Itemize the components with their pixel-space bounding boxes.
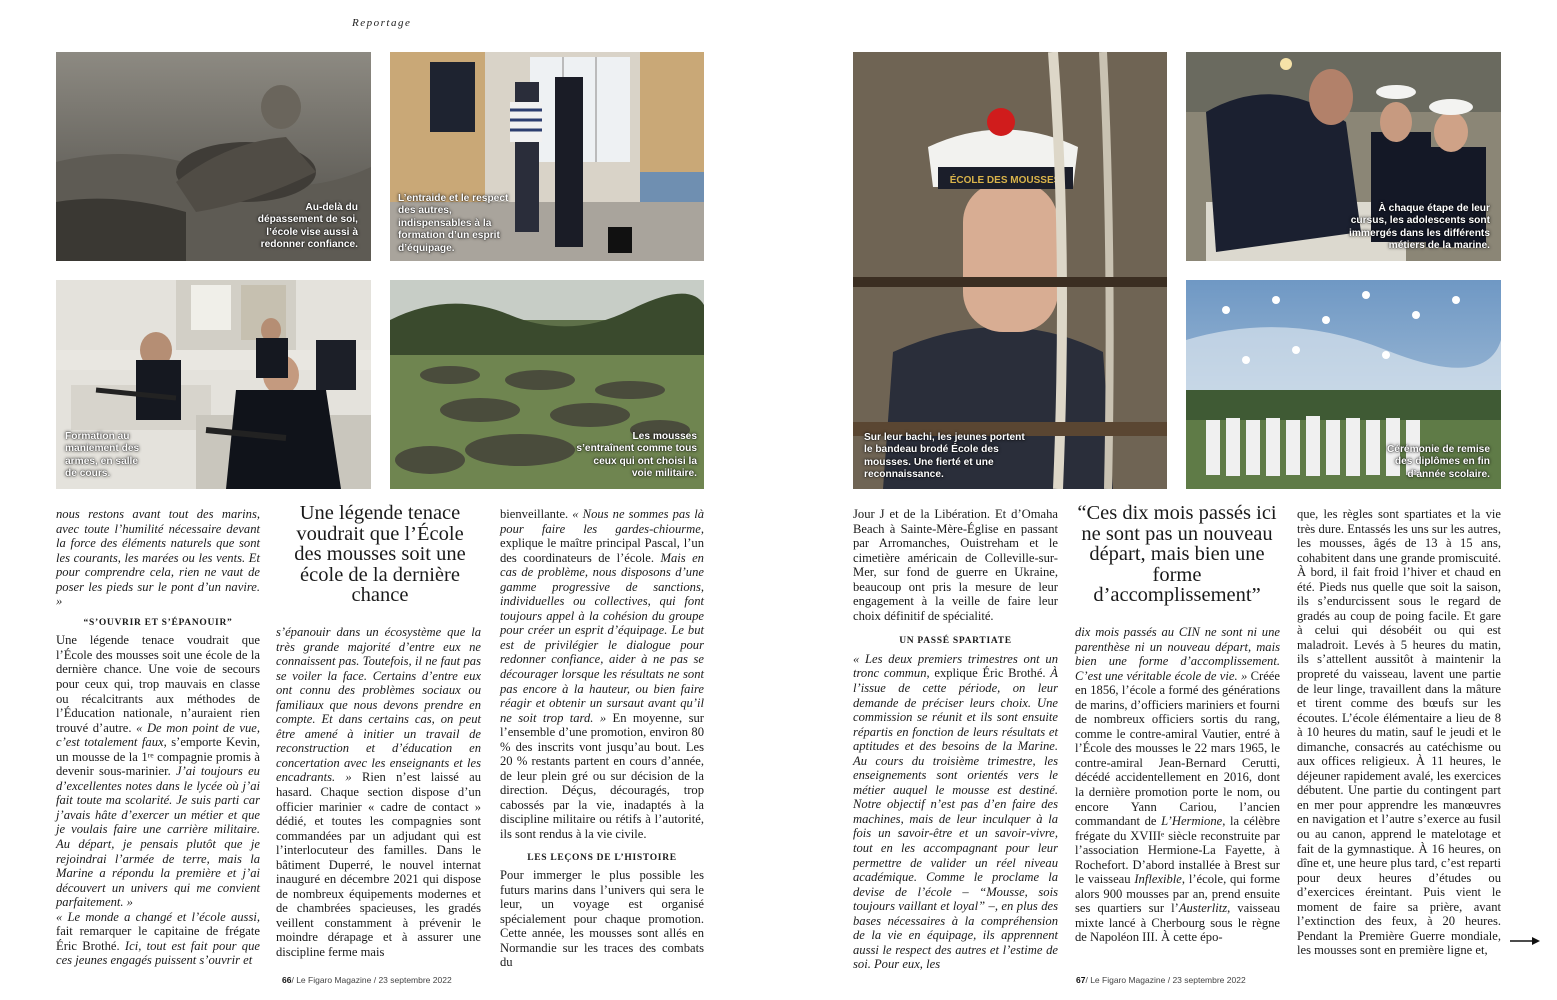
paragraph-brothe: « Le monde a changé et l’école aussi, fait remarquer le capitaine de frégate Éric Brothé. Ici, tout est fait pour que ces jeunes engagés puissent s’ouvrir et (56, 909, 260, 968)
mud-crawl-caption: Au-delà du dépassement de soi, l’école vise aussi à redonner confiance. (257, 202, 358, 251)
classroom-weapons-caption: Formation au maniement des armes, en salle de cours. (65, 431, 140, 480)
dormitory-caption: L’entraide et le respect des autres, indispensables à la formation d’un esprit d’équipage. (398, 193, 509, 254)
folio-left: 66/ Le Figaro Magazine / 23 septembre 2022 (282, 975, 452, 985)
pull-quote-accomplissement: “Ces dix mois passés ici ne sont pas un nouveau départ, mais bien une forme d’accomplissement” (1077, 502, 1277, 607)
page-number-left: 66 (282, 975, 292, 985)
paragraph-trimestres: « Les deux premiers trimestres ont un tronc commun, explique Éric Brothé. À l’issue de cette période, on leur demande de préciser leurs choix. Une commission se réunit et ils sont ensuite répartis en fonction de leurs résultats et aptitudes et des besoins de la Marine. Au cours du troisième trimestre, les enseignements sont orientés vers le métier auquel le mousse est destiné. Notre objectif n’est pas d’en faire des machines, mais de leur inculquer à la fois un savoir-être et un savoir-vivre, tout en les accompagnant pour leur permettre de valider un réel niveau académique. Comme le proclame la devise de l’école – “Mousse, sois toujours vaillant et loyal” –, en plus des bases nécessaires à la compréhension de la vie en équipage, ils apprennent aussi le respect des autres et l’estime de soi. Pour eux, les (853, 651, 1058, 972)
ship-bridge-caption: À chaque étape de leur cursus, les adolescents sont immergés dans les différents métiers de la marine. (1349, 203, 1490, 252)
article-column-2 (276, 625, 481, 960)
paragraph-regles-spartiates: que, les règles sont spartiates et la vie très dure. Entassés les uns sur les autres, les mousses, âgés de 13 à 15 ans, cohabitent dans une grande promiscuité. À bord, il fait froid l’hiver et chaud en été. Pieds nus quelle que soit la saison, ils s’endurcissent sous le regard de gradés au coup de poing facile. Et gare à celui qui désobéit ou qui est maladroit. Levés à 5 heures du matin, ils s’attellent aussitôt à maintenir la propreté du vaisseau, lavent une partie de leur linge, travaillent dans la mâture et tirent comme des bœufs sur les écoutes. L’école élémentaire a lieu de 8 à 10 heures du matin, sauf le jeudi et le dimanche, consacrés au catéchisme ou aux offices religieux. À 11 heures, le déjeuner rapidement avalé, les exercices débutent. Une partie du contingent part en mer pour apprendre les manœuvres en navigation et l’autre s’exerce au fusil ou au canon, apprend le matelotage et fait de la gymnastique. À 16 heures, on dîne et, une heure plus tard, c’est reparti pour deux heures d’études ou d’exercices éreintant. Puis vient le moment de faire sa prière, avant l’extinction des feux, à 20 heures. Pendant la Première Guerre mondiale, les mousses sont en première ligne et, (1297, 507, 1501, 958)
paragraph-epanouir: s’épanouir dans un écosystème que la très grande majorité d’entre eux ne connaissent pas. Toutefois, il ne faut pas se voiler la face. Certains d’entre eux ont connu des problèmes sociaux ou familiaux que nous devons prendre en compte. Et dans certains cas, on peut être amené à initier un travail de reconstruction et d’éducation en concertation avec les enseignants et les encadrants. » Rien n’est laissé au hasard. Chaque section dispose d’un officier marinier « cadre de contact » dédié, et toutes les compagnies sont commandées par un adjudant qui est l’interlocuteur des familles. Dans le bâtiment Duperré, le nouvel internat inauguré en décembre 2021 qui dispose de nombreux équipements modernes et de chambrées spacieuses, les gradés veillent constamment à prévenir le moindre dérapage et à assurer une discipline ferme mais (276, 625, 481, 960)
subhead-s-ouvrir: “S’OUVRIR ET S’ÉPANOUIR” (83, 617, 233, 628)
field-training-caption: Les mousses s’entraînent comme tous ceux qui ont choisi la voie militaire. (576, 431, 697, 480)
paragraph-dix-mois: dix mois passés au CIN ne sont ni une parenthèse ni un nouveau départ, mais bien une forme d’accomplissement. C’est une véritable école de vie. » Créée en 1856, l’école a formé des générations de marins, d’officiers mariniers et fourni de nombreux officiers sortis du rang, comme le contre-amiral Vautier, entré à l’École des mousses le 22 mars 1965, le contre-amiral Jean-Bernard Cerutti, décédé accidentellement en 2016, dont la dernière promotion porte le nom, ou encore Yann Cariou, l’ancien commandant de L’Hermione, la célèbre frégate du XVIIIᵉ siècle reconstruite par l’association Hermione-La Fayette, à Rochefort. D’abord installée à Brest sur le vaisseau Inflexible, l’école, qui forme alors 900 mousses par an, prend ensuite ses quartiers sur l’Austerlitz, vaisseau mixte lancé à Cherbourg sous le règne de Napoléon III. À cette épo- (1075, 625, 1280, 945)
intro-quote: nous restons avant tout des marins, avec toute l’humilité nécessaire devant la force des éléments naturels que sont les courants, les marées ou les vents. Et pour comprendre cela, rien ne vaut de poser les pieds sur le pont d’un navire. » (56, 507, 260, 609)
bachi-portrait-caption: Sur leur bachi, les jeunes portent le bandeau brodé École des mousses. Une fierté et une reconnaissance. (864, 432, 1025, 481)
folio-right: 67/ Le Figaro Magazine / 23 septembre 2022 (1076, 975, 1246, 985)
article-column-4 (853, 507, 1058, 972)
subhead-passe-spartiate: UN PASSÉ SPARTIATE (899, 636, 1012, 647)
pull-quote-legende: Une légende tenace voudrait que l’École des mousses soit une école de la dernière chance (294, 502, 466, 607)
graduation-caption: Cérémonie de remise des diplômes en fin d’année scolaire. (1386, 444, 1490, 480)
subhead-lecons-histoire: LES LEÇONS DE L’HISTOIRE (527, 852, 677, 863)
article-column-1 (56, 507, 260, 968)
article-column-6 (1297, 507, 1501, 958)
hat-band-text: ÉCOLE DES MOUSSES (949, 175, 1061, 186)
article-column-3 (500, 507, 704, 970)
paragraph-bienveillante: bienveillante. « Nous ne sommes pas là pour faire les gardes-chiourme, explique le maître principal Pascal, l’un des coordinateurs de l’école. Mais en cas de problème, nous disposons d’une gamme progressive de sanctions, individuelles ou collectives, qui font toujours appel à la cohésion du groupe pour créer un esprit d’équipage. Le but est de privilégier le dialogue pour redonner confiance, aider à ne pas se décourager lorsque les résultats ne sont pas encore à la hauteur, ou bien faire réagir et obtenir un sursaut avant qu’il ne soit trop tard. » En moyenne, sur l’ensemble d’une promotion, environ 80 % des inscrits vont jusqu’au bout. Les 20 % restants partent en cours d’année, de leur plein gré ou sur décision de la direction. Déçus, découragés, trop cabossés par la vie, inadaptés à la discipline militaire ou rétifs à l’autorité, ils sont rendus à la vie civile. (500, 507, 704, 842)
paragraph-jour-j: Jour J et de la Libération. Et d’Omaha Beach à Sainte-Mère-Église en passant par Arromanches, Ouistreham et le cimetière américain de Colleville-sur-Mer, sur fond de guerre en Ukraine, beaucoup ont pris la mesure de leur engagement à la veille de faire leur choix définitif de spécialité. (853, 507, 1058, 623)
article-column-5 (1075, 625, 1280, 945)
section-label: Reportage (352, 17, 412, 29)
continue-arrow-icon (1510, 937, 1540, 945)
paragraph-immerger: Pour immerger le plus possible les futurs marins dans l’univers qui sera le leur, un voyage est organisé spécialement pour chaque promotion. Cette année, les mousses sont allés en Normandie sur les traces des combats du (500, 868, 704, 970)
bachi-portrait-photo (853, 52, 1167, 489)
page-number-right: 67 (1076, 975, 1086, 985)
paragraph-legende: Une légende tenace voudrait que l’École des mousses soit une école de la dernière chance. Une voie de secours pour ceux qui, trop mauvais en classe ou récalcitrants aux méthodes de l’Éducation nationale, n’auraient rien trouvé d’autre. « De mon point de vue, c’est totalement faux, s’emporte Kevin, un mousse de la 1ʳᵉ compagnie promis à devenir sous-marinier. J’ai toujours eu d’excellentes notes dans le lycée où j’ai fait toute ma scolarité. Je suis parti car j’avais hâte d’exercer un métier et que je voulais faire une carrière militaire. Au départ, je pensais plutôt que je rejoindrai l’armée de terre, mais la Marine a répondu la première et j’ai découvert un univers qui me convient parfaitement. » (56, 633, 260, 910)
